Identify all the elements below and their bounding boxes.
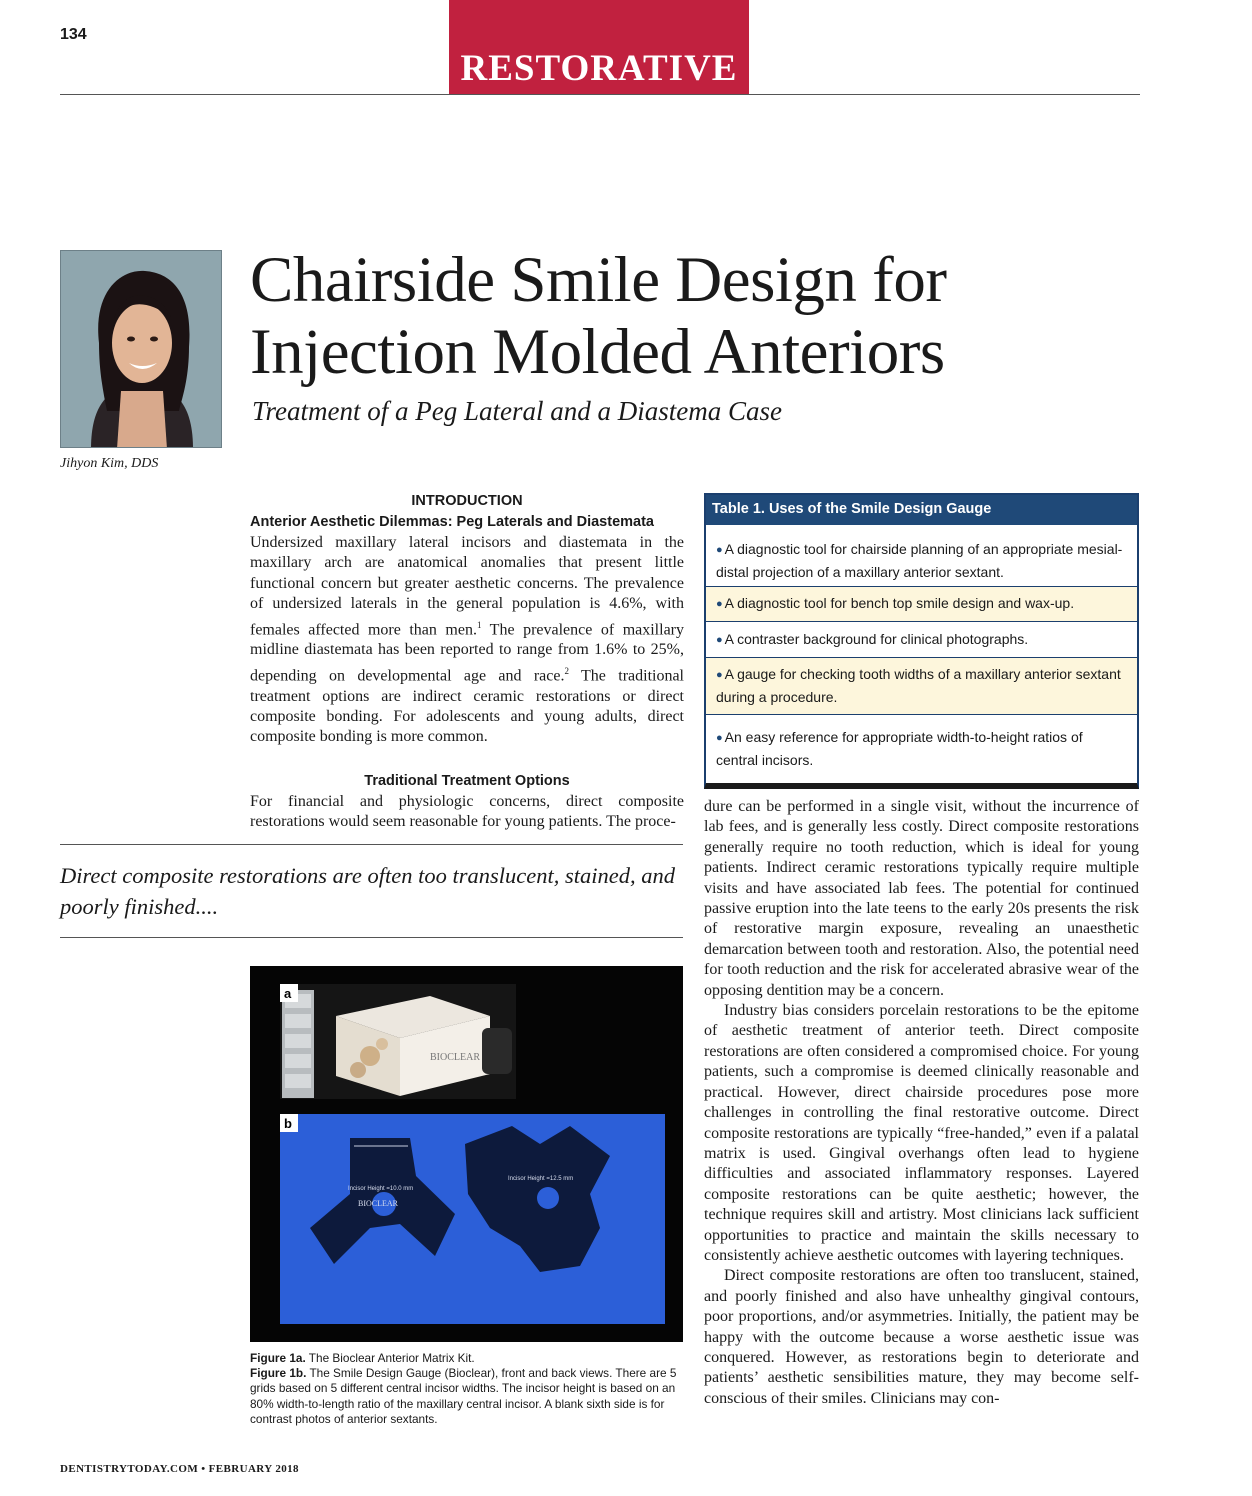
gauge-back-text: Incisor Height =12.5 mm xyxy=(508,1176,574,1182)
pull-quote-rule-top xyxy=(60,844,683,845)
article-title-line-2: Injection Molded Anteriors xyxy=(250,316,945,388)
author-portrait-illustration xyxy=(61,251,222,448)
table-row-text: A diagnostic tool for bench top smile design and wax-up. xyxy=(724,595,1075,611)
col2-paragraph-3: Direct composite restorations are often too translucent, stained, and poorly finished and also have unhealthy gingival contours, poor proportions, and/or asymmetries. Initially, the patient may be happy with the outcome because a worse aesthetic issue was conquered. However, as restorations begin to deteriorate and patients’ aesthetic sensibilities mature, they may become self-conscious of their smiles. Clinicians may con- xyxy=(704,1267,1139,1407)
table-1 xyxy=(704,493,1139,789)
pull-quote: Direct composite restorations are often too translucent, stained, and poorly finished.... xyxy=(60,863,675,919)
article-title-line-1: Chairside Smile Design for xyxy=(250,244,947,316)
gauge-front-brand: BIOCLEAR xyxy=(358,1199,398,1208)
right-column xyxy=(704,797,1139,1409)
reference-2: 2 xyxy=(564,665,569,676)
page-number: 134 xyxy=(60,26,87,43)
author-name: Jihyon Kim, DDS xyxy=(60,456,159,471)
subheading-traditional: Traditional Treatment Options xyxy=(364,772,570,789)
box-brand-text: BIOCLEAR xyxy=(430,1052,480,1063)
caption-1a-label: Figure 1a. xyxy=(250,1351,306,1365)
subheading-dilemmas: Anterior Aesthetic Dilemmas: Peg Laterals and Diastemata xyxy=(250,514,654,530)
panel-b-label: b xyxy=(284,1116,292,1131)
caption-1b xyxy=(250,1366,680,1427)
header-rule xyxy=(60,94,1140,95)
intro-text-b: The prevalence of maxillary midline diastemata has been reported to range from 1.6% to 25%, depending on developmental age and race. xyxy=(250,620,684,685)
matrix-stack xyxy=(282,990,314,1098)
intro-heading: INTRODUCTION xyxy=(411,493,523,509)
reference-1: 1 xyxy=(476,619,482,630)
left-column xyxy=(250,490,684,833)
article-title xyxy=(250,244,946,388)
intro-text-a: Undersized maxillary lateral incisors and diastemata in the maxillary arch are anatomical anomalies that present little functional concern but greater aesthetic concerns. The prevalence of undersized laterals in the general population is 4.6%, with females affected more than men. xyxy=(250,534,684,638)
table-1-heading: Table 1. Uses of the Smile Design Gauge xyxy=(706,495,1137,525)
col2-paragraph-1: dure can be performed in a single visit, without the incurrence of lab fees, and is generally less costly. Direct composite restorations generally require no tooth reduction, which is ideal for young patients. Indirect ceramic restorations typically require multiple visits and have associated lab fees. The potential for continued passive eruption into the late teens to the early 20s presents the risk of restorative margin exposure, revealing an unaesthetic demarcation between tooth and restoration. Also, the potential need for tooth reduction and the risk for accelerated abrasive wear of the opposing dentition may be a concern. xyxy=(704,798,1139,999)
bullet-icon: ● xyxy=(716,732,723,744)
table-row-text: An easy reference for appropriate width-to-height ratios of central incisors. xyxy=(716,729,1083,768)
gauge-front-text: Incisor Height =10.0 mm xyxy=(348,1186,414,1192)
caption-1a-text: The Bioclear Anterior Matrix Kit. xyxy=(305,1351,475,1365)
traditional-paragraph: For financial and physiologic concerns, direct composite restorations would seem reasonable for young patients. The proce- xyxy=(250,792,684,831)
caption-1a xyxy=(250,1351,680,1366)
table-row-text: A contraster background for clinical photographs. xyxy=(724,631,1029,647)
panel-a-label: a xyxy=(284,986,292,1001)
caption-1b-label: Figure 1b. xyxy=(250,1366,307,1381)
bullet-icon: ● xyxy=(716,544,723,556)
table-row xyxy=(706,525,1137,587)
bullet-icon: ● xyxy=(716,669,723,681)
table-row xyxy=(706,622,1137,658)
pull-quote-rule-bottom xyxy=(60,937,683,938)
caption-1b-text: The Smile Design Gauge (Bioclear), front and back views. There are 5 grids based on 5 different central incisor widths. The incisor height is based on an 80% width-to-length ratio of the maxillary central incisor. A blank sixth side is for contrast photos of anterior sextants. xyxy=(250,1366,677,1426)
author-photo xyxy=(60,250,222,448)
col2-paragraph-2: Industry bias considers porcelain restorations to be the epitome of aesthetic treatment of anterior teeth. Direct composite restorations are often considered a compromised choice. For young patients, such a compromise is deemed clinically reasonable and practical. However, direct chairside procedures pose more challenges in controlling the final restorative outcome. Direct composite restorations are typically “free-handed,” even if a palatal matrix is used. Gingival overhangs often lead to hygiene difficulties and associated inflammatory responses. Layered composite restorations can be quite aesthetic; however, the technique requires skill and artistry. Most clinicians lack sufficient opportunities to practice and maintain the skills necessary to consistently achieve aesthetic outcomes with layering techniques. xyxy=(704,1002,1139,1264)
figure-1 xyxy=(250,966,683,1342)
table-row xyxy=(706,658,1137,715)
table-row xyxy=(706,587,1137,622)
table-row-text: A gauge for checking tooth widths of a maxillary anterior sextant during a procedure. xyxy=(716,666,1121,705)
intro-paragraph xyxy=(250,533,684,748)
section-tab xyxy=(449,0,749,94)
article-subtitle: Treatment of a Peg Lateral and a Diastema Case xyxy=(252,396,782,426)
figure-1-illustration xyxy=(250,966,683,1342)
bullet-icon: ● xyxy=(716,634,723,646)
table-row-text: A diagnostic tool for chairside planning of an appropriate mesial-distal projection of a maxillary anterior sextant. xyxy=(716,541,1123,580)
footer: DENTISTRYTODAY.COM • FEBRUARY 2018 xyxy=(60,1463,299,1475)
section-label: RESTORATIVE xyxy=(460,48,738,89)
intro-text-c: The traditional treatment options are indirect ceramic restorations or direct composite bonding. For adolescents and young adults, direct composite bonding is more common. xyxy=(250,667,685,746)
figure-caption xyxy=(250,1351,680,1427)
table-row xyxy=(706,715,1137,781)
bullet-icon: ● xyxy=(716,598,723,610)
